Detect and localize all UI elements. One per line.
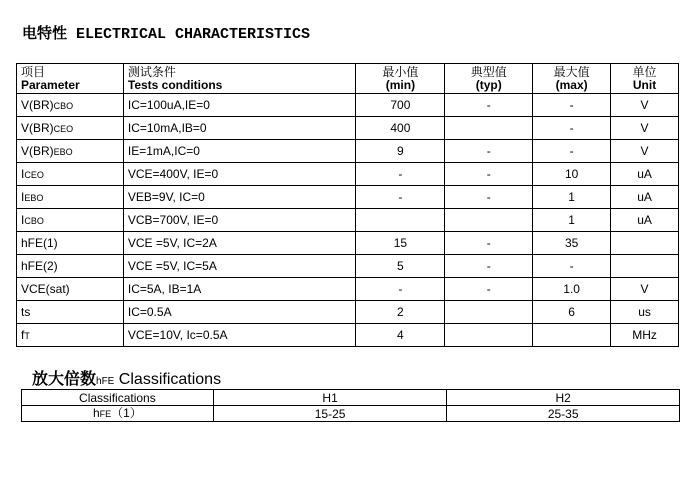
- param-name: I: [21, 167, 25, 181]
- param-subscript: CEO: [24, 170, 44, 180]
- param-cell: [17, 94, 124, 117]
- min-cell: 4: [356, 324, 445, 347]
- min-cell: -: [356, 278, 445, 301]
- param-cell: [17, 232, 124, 255]
- param-name: I: [21, 190, 25, 204]
- unit-cell: V: [611, 94, 679, 117]
- page-title: 电特性 ELECTRICAL CHARACTERISTICS: [22, 26, 311, 43]
- max-cell: 1: [533, 209, 611, 232]
- condition-cell: IC=5A, IB=1A: [123, 278, 356, 301]
- param-cell: [17, 163, 124, 186]
- typ-cell: -: [445, 163, 533, 186]
- condition-cell: IE=1mA,IC=0: [123, 140, 356, 163]
- max-cell: 10: [533, 163, 611, 186]
- unit-cell: [611, 232, 679, 255]
- max-cell: 35: [533, 232, 611, 255]
- param-cell: [17, 117, 124, 140]
- unit-cell: V: [611, 117, 679, 140]
- classification-heading: 放大倍数hFE Classifications: [32, 371, 222, 388]
- max-cell: -: [533, 117, 611, 140]
- row-label: hFE（1）: [22, 406, 214, 422]
- table-row: [17, 209, 679, 232]
- header-min: 最小值 (min): [356, 64, 445, 94]
- param-subscript: T: [24, 331, 30, 341]
- h1-value: 15-25: [213, 406, 447, 422]
- header-classifications: Classifications: [22, 390, 214, 406]
- max-cell: -: [533, 255, 611, 278]
- param-name: f: [21, 328, 25, 342]
- condition-cell: VCE=10V, Ic=0.5A: [123, 324, 356, 347]
- unit-cell: V: [611, 140, 679, 163]
- param-name: V(BR): [21, 98, 54, 112]
- param-cell: [17, 140, 124, 163]
- param-subscript: EBO: [24, 193, 44, 203]
- unit-cell: MHz: [611, 324, 679, 347]
- min-cell: 5: [356, 255, 445, 278]
- unit-cell: V: [611, 278, 679, 301]
- param-cell: [17, 324, 124, 347]
- table-row: [17, 232, 679, 255]
- header-test-conditions: 测试条件 Tests conditions: [123, 64, 356, 94]
- table-row: [17, 255, 679, 278]
- unit-cell: uA: [611, 186, 679, 209]
- typ-cell: [445, 301, 533, 324]
- condition-cell: VCE =5V, IC=5A: [123, 255, 356, 278]
- param-name: V(BR): [21, 144, 54, 158]
- table-row: [17, 324, 679, 347]
- param-name: I: [21, 213, 25, 227]
- table-row: [17, 94, 679, 117]
- unit-cell: [611, 255, 679, 278]
- table-row: [22, 406, 680, 422]
- min-cell: 15: [356, 232, 445, 255]
- table-row: [17, 117, 679, 140]
- table-row: [17, 301, 679, 324]
- max-cell: 1.0: [533, 278, 611, 301]
- unit-cell: us: [611, 301, 679, 324]
- min-cell: 700: [356, 94, 445, 117]
- param-subscript: CEO: [53, 124, 74, 134]
- h2-value: 25-35: [447, 406, 680, 422]
- header-h2: H2: [447, 390, 680, 406]
- header-max: 最大值 (max): [533, 64, 611, 94]
- header-parameter: 项目 Parameter: [17, 64, 124, 94]
- table-header-row: [22, 390, 680, 406]
- param-cell: [17, 301, 124, 324]
- table-row: [17, 140, 679, 163]
- typ-cell: [445, 209, 533, 232]
- condition-cell: VEB=9V, IC=0: [123, 186, 356, 209]
- unit-cell: uA: [611, 209, 679, 232]
- typ-cell: [445, 324, 533, 347]
- condition-cell: IC=0.5A: [123, 301, 356, 324]
- typ-cell: [445, 117, 533, 140]
- param-subscript: CBO: [24, 216, 44, 226]
- condition-cell: IC=10mA,IB=0: [123, 117, 356, 140]
- table-row: [17, 163, 679, 186]
- min-cell: 2: [356, 301, 445, 324]
- min-cell: 9: [356, 140, 445, 163]
- max-cell: 6: [533, 301, 611, 324]
- table-row: [17, 186, 679, 209]
- typ-cell: -: [445, 186, 533, 209]
- table-header-row: [17, 64, 679, 94]
- typ-cell: -: [445, 278, 533, 301]
- typ-cell: -: [445, 94, 533, 117]
- max-cell: -: [533, 140, 611, 163]
- param-cell: [17, 209, 124, 232]
- typ-cell: -: [445, 232, 533, 255]
- param-name: hFE(2): [21, 259, 58, 273]
- param-cell: [17, 186, 124, 209]
- typ-cell: -: [445, 140, 533, 163]
- condition-cell: VCE=400V, IE=0: [123, 163, 356, 186]
- header-typ: 典型值 (typ): [445, 64, 533, 94]
- classification-table: [21, 389, 680, 422]
- param-name: hFE(1): [21, 236, 58, 250]
- typ-cell: -: [445, 255, 533, 278]
- param-subscript: CBO: [53, 101, 74, 111]
- max-cell: 1: [533, 186, 611, 209]
- min-cell: -: [356, 186, 445, 209]
- condition-cell: IC=100uA,IE=0: [123, 94, 356, 117]
- param-subscript: EBO: [53, 147, 73, 157]
- unit-cell: uA: [611, 163, 679, 186]
- min-cell: -: [356, 163, 445, 186]
- param-name: VCE(sat): [21, 282, 70, 296]
- condition-cell: VCE =5V, IC=2A: [123, 232, 356, 255]
- header-h1: H1: [213, 390, 447, 406]
- param-cell: [17, 255, 124, 278]
- param-name: V(BR): [21, 121, 54, 135]
- condition-cell: VCB=700V, IE=0: [123, 209, 356, 232]
- param-cell: [17, 278, 124, 301]
- min-cell: 400: [356, 117, 445, 140]
- max-cell: -: [533, 94, 611, 117]
- electrical-characteristics-table: [16, 63, 679, 347]
- max-cell: [533, 324, 611, 347]
- table-row: [17, 278, 679, 301]
- param-name: ts: [21, 305, 31, 319]
- min-cell: [356, 209, 445, 232]
- header-unit: 单位 Unit: [611, 64, 679, 94]
